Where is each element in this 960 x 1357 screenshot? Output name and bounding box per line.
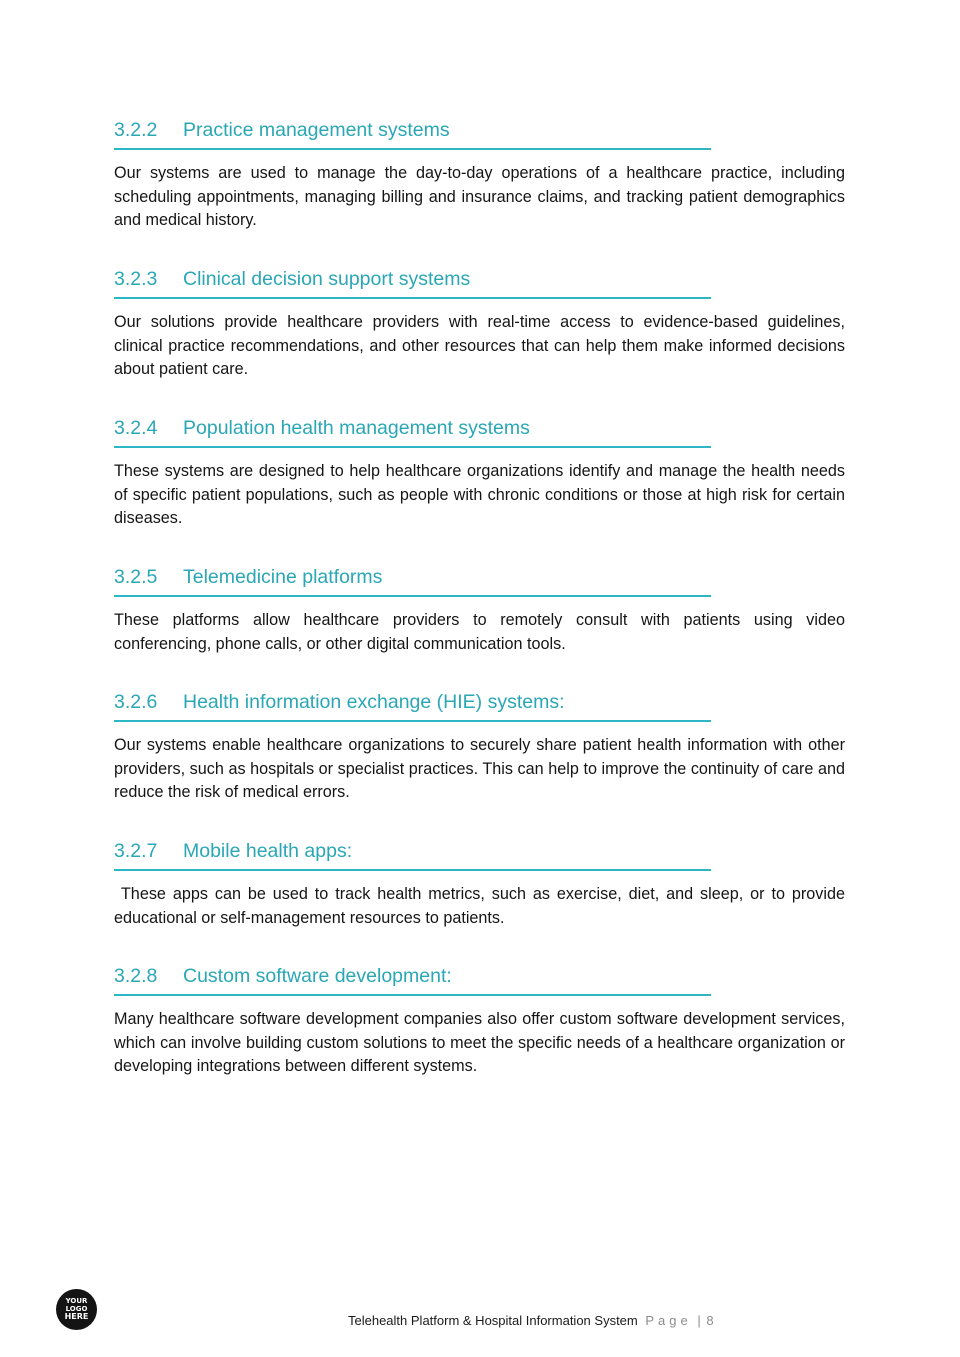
section-title: Health information exchange (HIE) systems: xyxy=(183,691,565,713)
section-title: Mobile health apps: xyxy=(183,840,353,862)
section-3-2-4 xyxy=(114,412,845,531)
section-heading xyxy=(114,561,711,597)
section-heading xyxy=(114,114,711,150)
section-number: 3.2.4 xyxy=(114,417,158,439)
section-3-2-5 xyxy=(114,561,845,656)
footer-document-title: Telehealth Platform & Hospital Information System xyxy=(348,1313,638,1328)
section-number: 3.2.2 xyxy=(114,119,158,141)
section-title: Custom software development: xyxy=(183,965,452,987)
footer-page-label: Page xyxy=(645,1313,692,1328)
section-title: Clinical decision support systems xyxy=(183,268,471,290)
section-body: These apps can be used to track health metrics, such as exercise, diet, and sleep, or to provide educational or self-management resources to patients. xyxy=(114,885,850,927)
section-body: These systems are designed to help healthcare organizations identify and manage the health needs of specific patient populations, such as people with chronic conditions or those at high risk for certain diseases. xyxy=(114,462,845,528)
section-number: 3.2.5 xyxy=(114,566,158,588)
section-3-2-8 xyxy=(114,960,845,1079)
section-number: 3.2.6 xyxy=(114,691,158,713)
section-3-2-7 xyxy=(114,835,850,930)
footer-page-number: 8 xyxy=(706,1313,714,1328)
section-number: 3.2.7 xyxy=(114,840,158,862)
section-title: Practice management systems xyxy=(183,119,450,141)
section-body: Our solutions provide healthcare providers with real-time access to evidence-based guidelines, clinical practice recommendations, and other resources that can help them make informed decisions about patient care. xyxy=(114,313,845,379)
section-3-2-2 xyxy=(114,114,845,233)
logo-text-line: YOUR xyxy=(65,1297,88,1306)
section-heading xyxy=(114,686,711,722)
section-heading xyxy=(114,960,711,996)
section-title: Telemedicine platforms xyxy=(183,566,383,588)
page-footer xyxy=(348,1311,714,1331)
section-body: Many healthcare software development companies also offer custom software development services, which can involve building custom solutions to meet the specific needs of a healthcare organization or developing integrations between different systems. xyxy=(114,1010,845,1076)
section-3-2-6 xyxy=(114,686,845,805)
company-logo xyxy=(56,1289,97,1330)
section-number: 3.2.8 xyxy=(114,965,158,987)
section-heading xyxy=(114,263,711,299)
section-number: 3.2.3 xyxy=(114,268,158,290)
footer-separator: | xyxy=(697,1313,701,1328)
section-heading xyxy=(114,835,711,871)
section-title: Population health management systems xyxy=(183,417,530,439)
section-3-2-3 xyxy=(114,263,845,382)
logo-text-line: LOGO xyxy=(65,1304,88,1313)
section-body: Our systems are used to manage the day-to-day operations of a healthcare practice, including scheduling appointments, managing billing and insurance claims, and tracking patient demographics and medical history. xyxy=(114,164,845,230)
section-body: Our systems enable healthcare organizations to securely share patient health information with other providers, such as hospitals or specialist practices. This can help to improve the continuity of care and reduce the risk of medical errors. xyxy=(114,736,845,802)
section-body: These platforms allow healthcare providers to remotely consult with patients using video conferencing, phone calls, or other digital communication tools. xyxy=(114,611,845,653)
logo-text-line: HERE xyxy=(64,1312,89,1322)
section-heading xyxy=(114,412,711,448)
